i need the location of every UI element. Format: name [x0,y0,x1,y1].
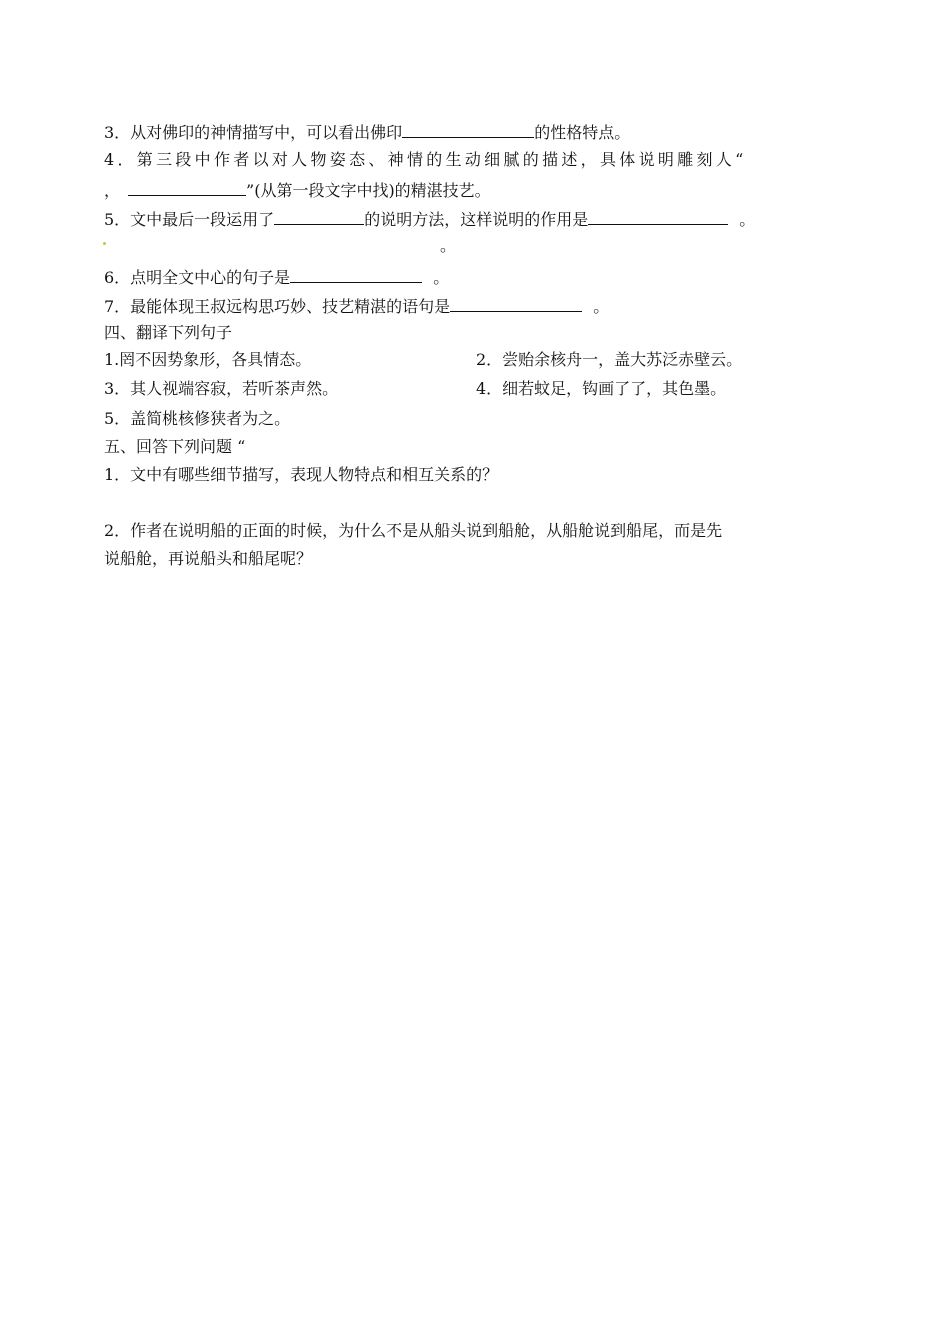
question-5 [104,208,755,230]
question-5-middle: 的说明方法，这样说明的作用是 [364,210,589,229]
translate-item-5: 5．盖简桃核修狭者为之。 [104,409,291,428]
question-7-text: 7．最能体现王叔远构思巧妙、技艺精湛的语句是 [104,297,451,316]
question-7 [104,295,609,317]
question-5-line-2 [440,236,456,256]
section-4-heading: 四、翻译下列句子 [104,323,233,342]
translate-item-1: 1.罔不因势象形，各具情态。 [104,350,312,369]
answer-question-1: 1．文中有哪些细节描写，表现人物特点和相互关系的？ [104,465,499,484]
question-5-line-2-end: 。 [440,236,457,255]
question-6-suffix: 。 [428,268,450,287]
question-3-suffix: 的性格特点。 [534,123,631,142]
answer-blank[interactable] [450,295,582,312]
answer-question-2-line-2: 说船舱，再说船头和船尾呢？ [104,549,313,568]
answer-blank[interactable] [402,121,534,138]
question-4-suffix: ”(从第一段文字中找)的精湛技艺。 [246,181,491,200]
question-6-text: 6．点明全文中心的句子是 [104,268,291,287]
translate-item-2: 2．尝贻余核舟一，盖大苏泛赤壁云。 [476,350,743,369]
answer-question-2-line-1: 2．作者在说明船的正面的时候，为什么不是从船头说到船舱，从船舱说到船尾，而是先 [104,521,723,540]
question-4-line-2 [104,179,491,201]
question-3 [104,121,630,143]
translate-item-4: 4．细若蚊足，钩画了了，其色墨。 [476,379,727,398]
section-5-heading: 五、回答下列问题 “ [104,437,246,456]
question-4-text: 4．第三段中作者以对人物姿态、神情的生动细腻的描述，具体说明雕刻人“ [104,150,747,169]
answer-blank[interactable] [588,208,728,225]
question-4-prefix: ， [104,181,121,200]
answer-blank[interactable] [128,179,246,196]
stray-mark [103,242,106,245]
question-7-suffix: 。 [588,297,610,316]
question-5-suffix: 。 [734,210,756,229]
answer-blank[interactable] [290,266,422,283]
question-4-line-1 [104,150,747,170]
question-6 [104,266,449,288]
answer-blank[interactable] [274,208,364,225]
question-5-text: 5．文中最后一段运用了 [104,210,275,229]
translate-item-3: 3．其人视端容寂，若听茶声然。 [104,379,339,398]
question-3-text: 3．从对佛印的神情描写中，可以看出佛印 [104,123,403,142]
